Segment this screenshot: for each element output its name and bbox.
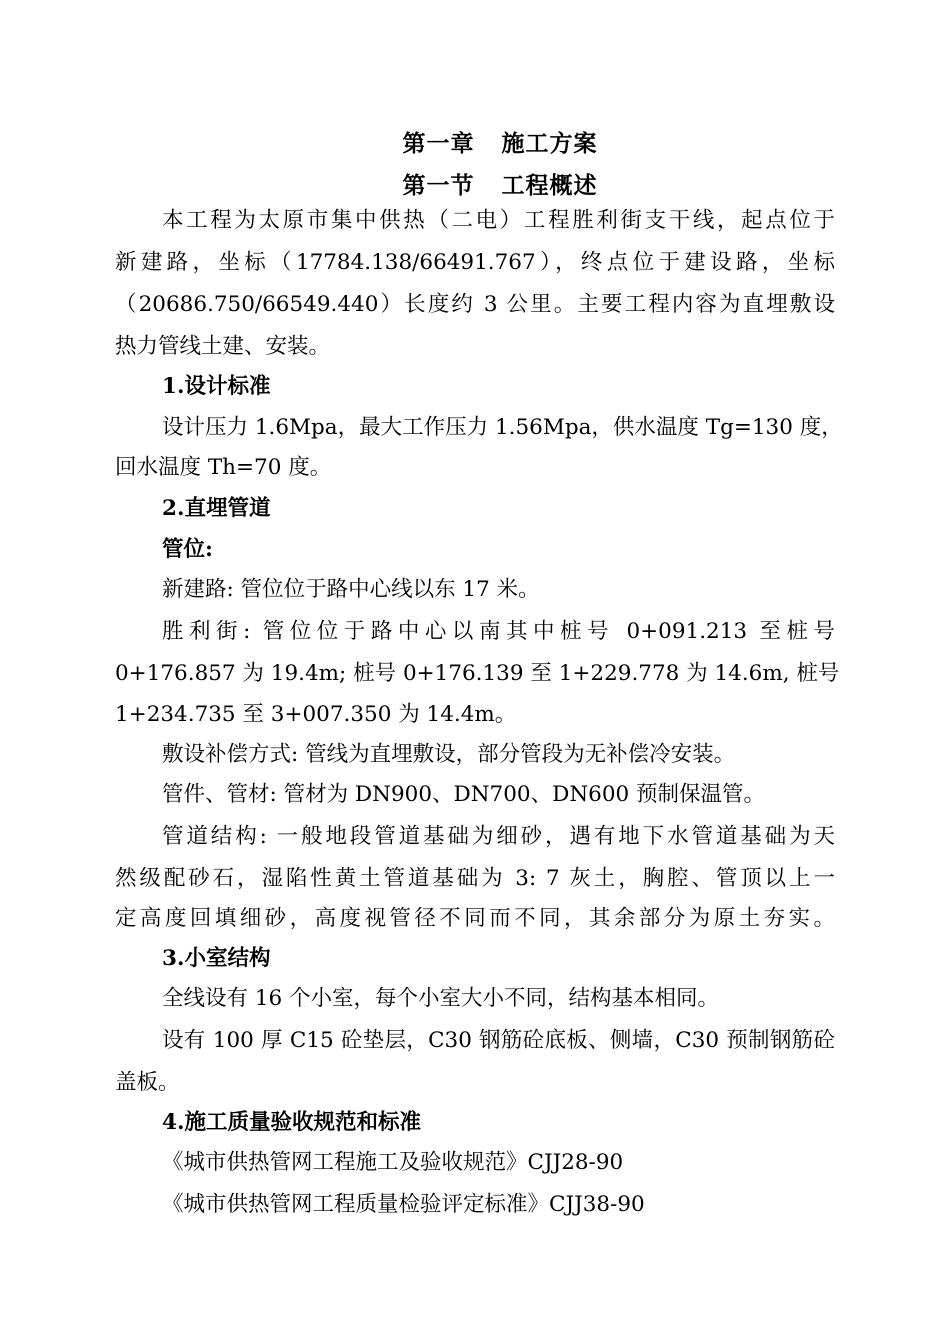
chamber-line: 设有 100 厚 C15 砼垫层，C30 钢筋砼底板、侧墙，C30 预制钢筋砼 [162, 1028, 835, 1053]
overview-line: （20686.750/66549.440）长度约 3 公里。主要工程内容为直埋敷设 [115, 292, 835, 317]
pipe-structure-line: 定高度回填细砂，高度视管径不同而不同，其余部分为原土夯实。 [115, 906, 835, 931]
chapter-title: 第一章 施工方案 [402, 130, 598, 157]
overview-line: 本工程为太原市集中供热（二电）工程胜利街支干线，起点位于 [162, 208, 835, 233]
xinjianlu-position: 新建路: 管位位于路中心线以东 17 米。 [162, 577, 540, 602]
laying-method: 敷设补偿方式: 管线为直埋敷设，部分管段为无补偿冷安装。 [162, 742, 736, 767]
chamber-line: 盖板。 [115, 1070, 180, 1095]
pipe-structure-line: 管道结构: 一般地段管道基础为细砂，遇有地下水管道基础为天 [162, 824, 835, 849]
shenglijie-position-line: 0+176.857 为 19.4m; 桩号 0+176.139 至 1+229.778 为 14.6m, 桩号 [115, 661, 840, 686]
acceptance-heading: 4.施工质量验收规范和标准 [162, 1110, 421, 1135]
design-standard-heading: 1.设计标准 [162, 374, 271, 399]
shenglijie-position-line: 胜利街: 管位位于路中心以南其中桩号 0+091.213 至桩号 [162, 619, 835, 644]
buried-pipe-heading: 2.直埋管道 [162, 496, 271, 521]
overview-line: 新建路，坐标（17784.138/66491.767），终点位于建设路，坐标 [115, 250, 835, 275]
standard-item: 《城市供热管网工程施工及验收规范》CJJ28-90 [162, 1150, 624, 1175]
section-title: 第一节 工程概述 [402, 172, 598, 199]
standard-item: 《城市供热管网工程质量检验评定标准》CJJ38-90 [162, 1192, 645, 1217]
pipe-materials: 管件、管材: 管材为 DN900、DN700、DN600 预制保温管。 [162, 782, 766, 807]
pipe-position-subheading: 管位: [162, 537, 213, 562]
chamber-heading: 3.小室结构 [162, 946, 271, 971]
design-standard-line: 回水温度 Th=70 度。 [115, 455, 332, 480]
overview-line: 热力管线土建、安装。 [115, 334, 331, 359]
shenglijie-position-line: 1+234.735 至 3+007.350 为 14.4m。 [115, 702, 517, 727]
chamber-line: 全线设有 16 个小室，每个小室大小不同，结构基本相同。 [162, 986, 720, 1011]
design-standard-line: 设计压力 1.6Mpa，最大工作压力 1.56Mpa，供水温度 Tg=130 度， [162, 415, 843, 440]
pipe-structure-line: 然级配砂石，湿陷性黄土管道基础为 3: 7 灰土，胸腔、管顶以上一 [115, 866, 835, 891]
